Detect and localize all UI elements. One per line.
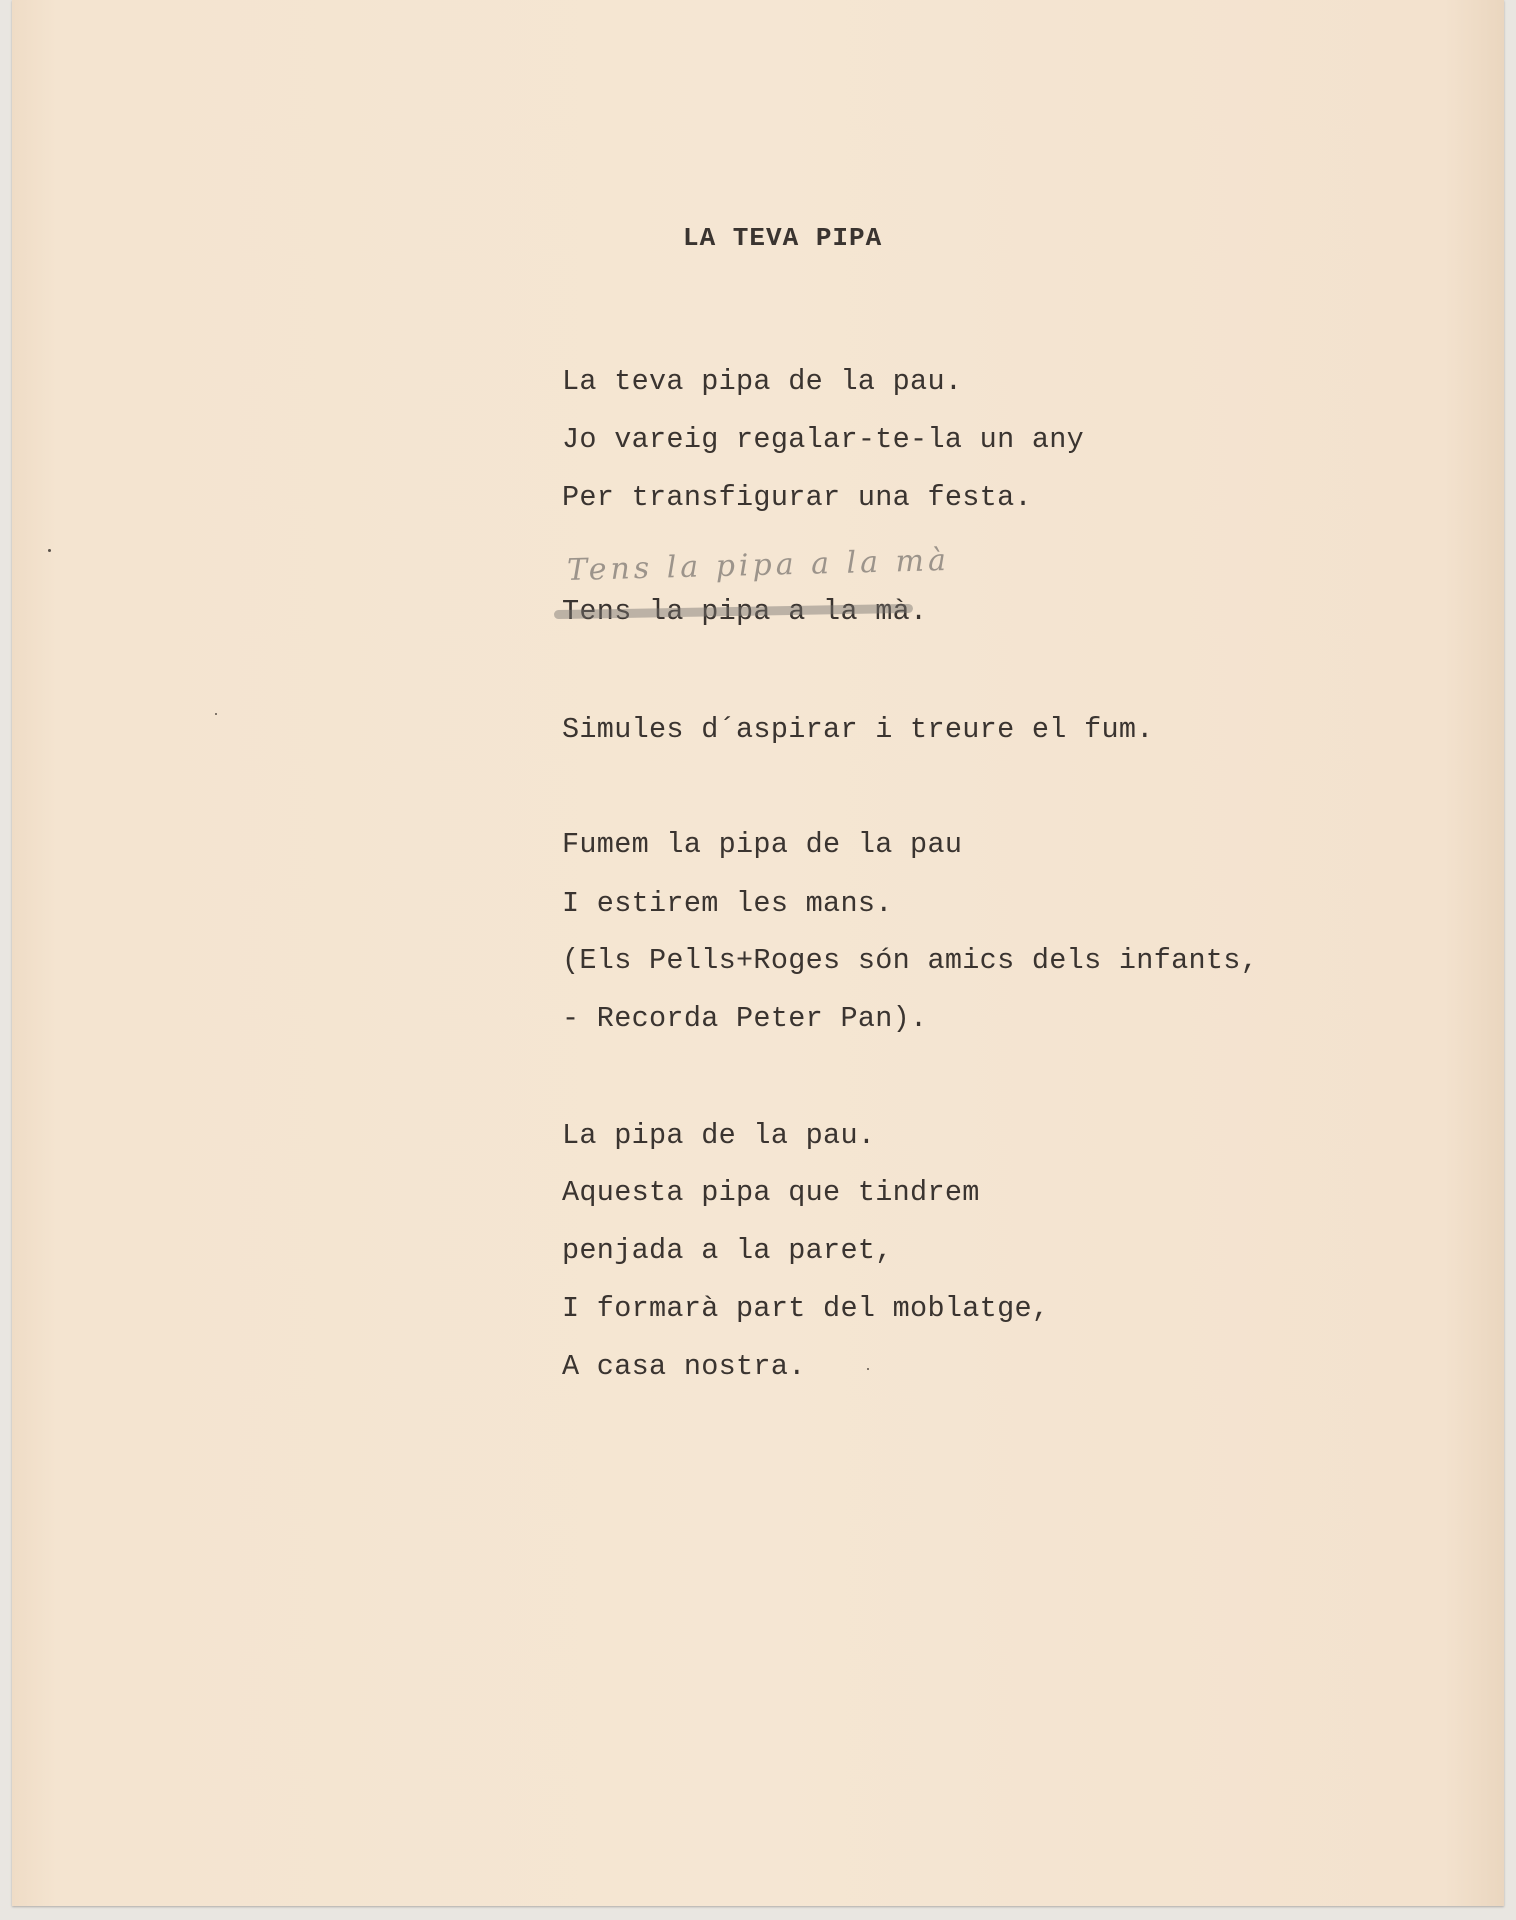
poem-line: I estirem les mans. bbox=[562, 887, 893, 920]
poem-line: A casa nostra. bbox=[562, 1350, 806, 1383]
poem-line: (Els Pells+Roges són amics dels infants, bbox=[562, 944, 1259, 977]
handwritten-correction: Tens la pipa a la mà bbox=[566, 542, 951, 589]
poem-line: La pipa de la pau. bbox=[562, 1119, 876, 1152]
paper-speck bbox=[215, 713, 217, 715]
poem-title: LA TEVA PIPA bbox=[683, 223, 883, 253]
poem-line: I formarà part del moblatge, bbox=[562, 1292, 1050, 1325]
poem-line: Jo vareig regalar-te-la un any bbox=[562, 423, 1085, 456]
poem-line: penjada a la paret, bbox=[562, 1234, 893, 1267]
struck-line bbox=[562, 595, 928, 628]
poem-line: Simules d´aspirar i treure el fum. bbox=[562, 713, 1154, 746]
paper-speck bbox=[867, 1368, 869, 1370]
paper-speck bbox=[48, 549, 51, 552]
struck-line-text: Tens la pipa a la mà. bbox=[562, 595, 928, 628]
typed-page bbox=[12, 0, 1504, 1906]
poem-line: - Recorda Peter Pan). bbox=[562, 1002, 928, 1035]
poem-line: Fumem la pipa de la pau bbox=[562, 828, 963, 861]
poem-line: Aquesta pipa que tindrem bbox=[562, 1176, 980, 1209]
poem-line: Per transfigurar una festa. bbox=[562, 481, 1032, 514]
poem-line: La teva pipa de la pau. bbox=[562, 365, 963, 398]
